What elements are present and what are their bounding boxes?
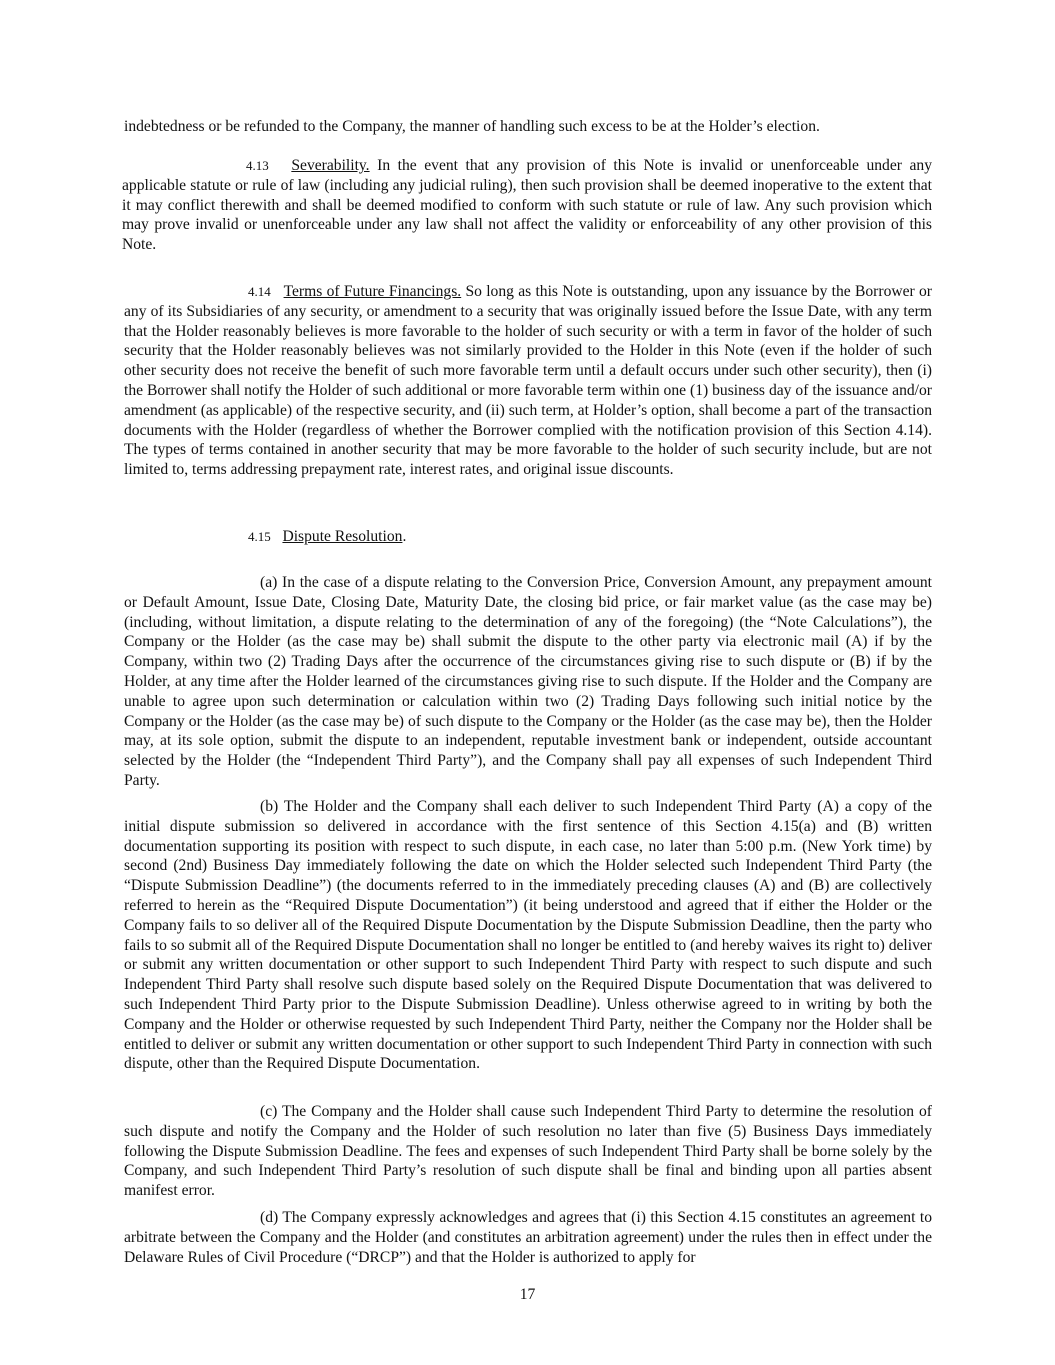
section-text: So long as this Note is outstanding, upon any issuance by the Borrower or any of its Subsidiaries of any security, or amendment to a security that was originally issued before the Issue Date, with any term that the Holder reasonably believes is more favorable to the holder of such security or with a term in favor of the holder of such security that the Holder reasonably believes was not similarly provided to the Holder in this Note (even if the holder of such other security does not receive the benefit of such more favorable term until a default occurs under such other security), then (i) the Borrower shall notify the Holder of such additional or more favorable term within one (1) business day of the issuance and/or amendment (as applicable) of the respective security, and (ii) such term, at Holder’s option, shall become a part of the transaction documents with the Holder (regardless of whether the Borrower complied with the notification provision of this Section 4.14). The types of terms contained in another security that may be more favorable to the holder of such security include, but are not limited to, terms addressing prepayment rate, interest rates, and original issue discounts. — [124, 283, 933, 479]
subsection-a — [124, 573, 932, 791]
continuation-paragraph: indebtedness or be refunded to the Company, the manner of handling such excess to be at the Holder’s election. — [124, 118, 820, 135]
page-number: 17 — [519, 1286, 536, 1303]
subsection-d — [124, 1208, 932, 1267]
section-text: In the event that any provision of this Note is invalid or unenforceable under any applicable statute or rule of law (including any judicial ruling), then such provision shall be deemed inoperative to the extent that it may conflict therewith and shall be deemed modified to conform with such statute or rule of law. Any such provision which may prove invalid or unenforceable under any law shall not affect the validity or enforceability of any other provision of this Note. — [122, 157, 932, 254]
subsection-text: (a) In the case of a dispute relating to the Conversion Price, Conversion Amount, any prepayment amount or Default Amount, Issue Date, Closing Date, Maturity Date, the closing bid price, or fair market value (as the case may be) (including, without limitation, a dispute relating to the determination of any of the foregoing) (the “Note Calculations”), the Company or the Holder (as the case may be) shall submit the dispute to the other party via electronic mail (A) if by the Company, within two (2) Trading Days after the occurrence of the circumstances giving rise to such dispute or (B) if by the Holder, at any time after the Holder learned of the circumstances giving rise to such dispute. If the Holder and the Company are unable to agree upon such determination or calculation within two (2) Trading Days following such initial notice by the Company or the Holder (as the case may be) of such dispute to the Company or the Holder (as the case may be), then the Holder may, at its sole option, submit the dispute to an independent, reputable investment bank or independent, outside accountant selected by the Holder (the “Independent Third Party”), and the Company shall pay all expenses of such Independent Third Party. — [124, 574, 932, 789]
subsection-text: (d) The Company expressly acknowledges and agrees that (i) this Section 4.15 constitutes an agreement to arbitrate between the Company and the Holder (and constitutes an arbitration agreement) under the rules then in effect under the Delaware Rules of Civil Procedure (“DRCP”) and that the Holder is authorized to apply for — [124, 1209, 932, 1266]
subsection-c — [124, 1102, 932, 1201]
section-heading: Terms of Future Financings. — [283, 283, 462, 300]
subsection-text: (b) The Holder and the Company shall each deliver to such Independent Third Party (A) a copy of the initial dispute submission so delivered in accordance with the first sentence of this Section 4.15(a) and (B) written documentation supporting its position with respect to such dispute, in each case, no later than 5:00 p.m. (New York time) by second (2nd) Business Day immediately following the date on which the Holder selected such Independent Third Party (the “Dispute Submission Deadline”) (the documents referred to in the immediately preceding clauses (A) and (B) are collectively referred to herein as the “Required Dispute Documentation”) (it being understood and agreed that if either the Holder or the Company fails to so deliver all of the Required Dispute Documentation by the Dispute Submission Deadline, then the party who fails to so submit all of the Required Dispute Documentation shall no longer be entitled to (and hereby waives its right to) deliver or submit any written documentation or other support to such Independent Third Party with respect to such dispute and such Independent Third Party shall resolve such dispute based solely on the Required Dispute Documentation that was delivered to such Independent Third Party prior to the Dispute Submission Deadline). Unless otherwise agreed to in writing by both the Company and the Holder or otherwise requested by such Independent Third Party, neither the Company nor the Holder shall be entitled to deliver or submit any written documentation or other support to such Independent Third Party in connection with such dispute, other than the Required Dispute Documentation. — [124, 798, 932, 1073]
section-4-13 — [122, 156, 932, 255]
section-4-14 — [124, 282, 932, 480]
section-4-15 — [124, 527, 932, 547]
section-heading-suffix: . — [402, 528, 407, 545]
section-number: 4.14 — [248, 284, 271, 299]
subsection-b — [124, 797, 932, 1074]
section-heading: Severability. — [291, 157, 370, 174]
section-number: 4.13 — [246, 158, 269, 173]
section-number: 4.15 — [248, 529, 271, 544]
subsection-text: (c) The Company and the Holder shall cause such Independent Third Party to determine the resolution of such dispute and notify the Company and the Holder of such resolution no later than five (5) Business Days immediately following the Dispute Submission Deadline. The fees and expenses of such Independent Third Party shall be borne solely by the Company, and such Independent Third Party’s resolution of such dispute shall be final and binding upon all parties absent manifest error. — [124, 1103, 932, 1200]
section-heading: Dispute Resolution — [282, 528, 403, 545]
